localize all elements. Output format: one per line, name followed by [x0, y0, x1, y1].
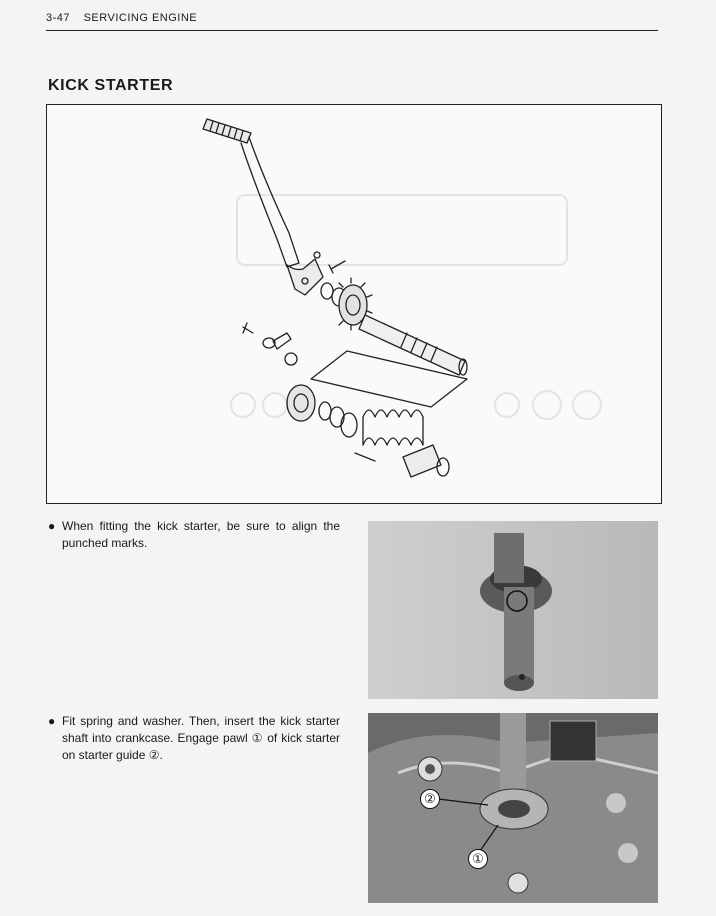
step-2-text [62, 713, 340, 764]
page-number: 3-47 [46, 12, 71, 24]
step-2-callout-2: ② [148, 748, 160, 762]
step-2-bullet: ● [48, 714, 56, 728]
kick-starter-diagram [46, 104, 662, 504]
step-2 [48, 713, 340, 764]
kick-starter-shaft-photo-icon [368, 521, 658, 699]
section-title: KICK STARTER [48, 77, 174, 94]
header-section: SERVICING ENGINE [83, 12, 198, 24]
step-1-bullet: ● [48, 519, 56, 533]
step-2-text-b: of kick starter on starter guide [62, 731, 340, 762]
step-1-text: When fitting the kick starter, be sure to align the punched marks. [62, 519, 340, 550]
photo-2-callout-2: ② [420, 789, 440, 809]
kick-starter-exploded-view-icon [47, 105, 661, 503]
photo-kick-starter-installed [368, 713, 658, 903]
step-2-text-a: Fit spring and washer. Then, insert the kick starter shaft into crankcase. Engage pawl [62, 714, 340, 745]
page-header [46, 12, 658, 31]
photo-2-callout-1: ① [468, 849, 488, 869]
photo-kick-starter-shaft [368, 521, 658, 699]
step-2-text-c: . [159, 748, 163, 762]
step-1 [48, 518, 340, 552]
kick-starter-installed-photo-icon [368, 713, 658, 903]
step-2-callout-1: ① [251, 731, 264, 745]
